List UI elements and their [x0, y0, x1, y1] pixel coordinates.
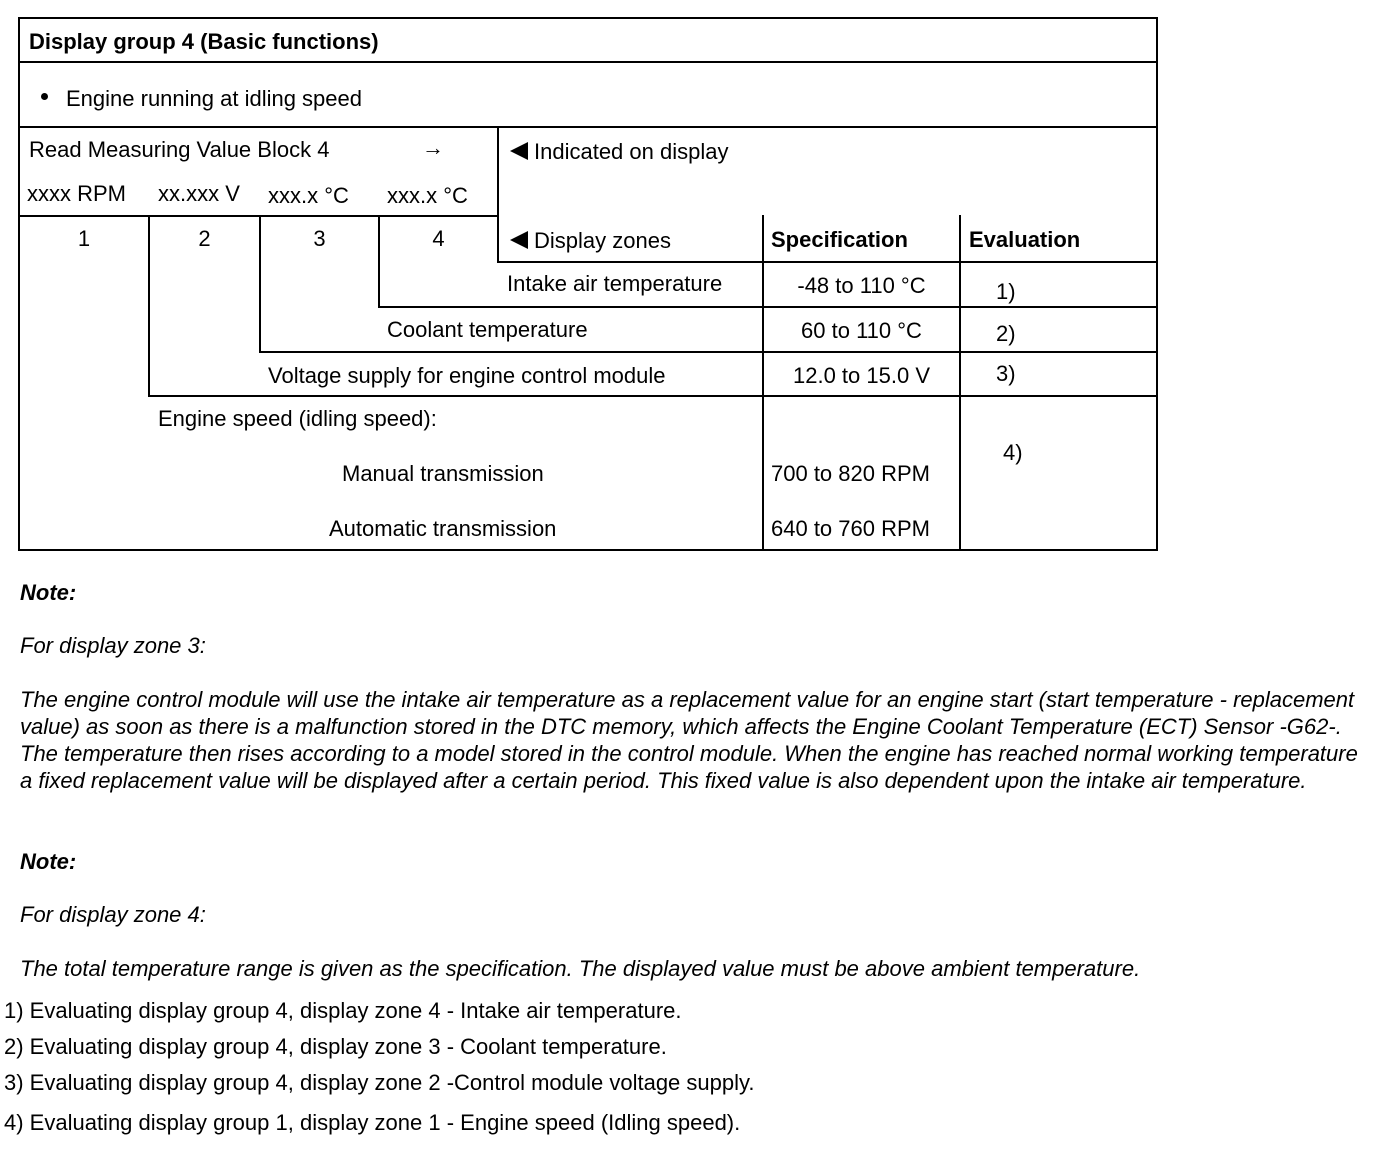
note-paragraph: The engine control module will use the intake air temperature as a replacement value for an engine start (start temperature - replacement value) as soon as there is a malfunction stored in the DTC memory, which affects the Engine Coolant Temperature (ECT) Sensor -G62-. The temperature then rises according to a model stored in the control module. When the engine has reached normal working temperature a fixed replacement value will be displayed after a certain period. This fixed value is also dependent upon the intake air temperature.	[20, 687, 1358, 793]
triangle-pointer-icon	[510, 231, 528, 249]
table-title: Display group 4 (Basic functions)	[29, 29, 379, 54]
spec-coolant: 60 to 110 °C	[801, 318, 922, 343]
divider	[959, 215, 961, 551]
note-zone-label: For display zone 4:	[20, 902, 206, 927]
manual-transmission-label: Manual transmission	[342, 461, 544, 486]
note-heading: Note:	[20, 580, 77, 605]
zone-number-2: 2	[198, 226, 211, 251]
indicated-text: Indicated on display	[534, 139, 729, 164]
note-paragraph: The total temperature range is given as the specification. The displayed value must be above ambient temperature.	[20, 956, 1141, 981]
spec-intake-air: -48 to 110 °C	[797, 273, 926, 298]
zone-number-1: 1	[77, 226, 91, 251]
divider	[18, 126, 1158, 128]
eval-engine-speed: 4)	[1003, 440, 1023, 465]
footnote: 4) Evaluating display group 1, display zone 1 - Engine speed (Idling speed).	[4, 1110, 741, 1135]
display-value-4: xxx.x °C	[387, 183, 468, 208]
divider	[259, 351, 1158, 353]
divider	[18, 61, 1158, 63]
table-border-top	[18, 17, 1158, 19]
specification-header: Specification	[771, 227, 908, 252]
eval-coolant: 2)	[996, 321, 1016, 346]
display-zones-header	[510, 228, 671, 254]
automatic-transmission-label: Automatic transmission	[329, 516, 557, 541]
table-border-left	[18, 17, 20, 551]
divider	[497, 261, 1158, 263]
footnote: 1) Evaluating display group 4, display zone 4 - Intake air temperature.	[4, 998, 682, 1023]
display-value-2: xx.xxx V	[158, 181, 240, 206]
zone-number-3: 3	[313, 226, 326, 251]
eval-voltage: 3)	[996, 361, 1016, 386]
table-border-right	[1156, 17, 1158, 551]
display-value-3: xxx.x °C	[268, 183, 349, 208]
condition-item	[41, 86, 362, 112]
right-arrow-icon: →	[422, 135, 444, 160]
note-zone-label: For display zone 3:	[20, 633, 206, 658]
zone-intake-air: Intake air temperature	[507, 271, 723, 296]
automatic-transmission-spec: 640 to 760 RPM	[771, 516, 930, 541]
divider	[378, 306, 1158, 308]
zone-voltage: Voltage supply for engine control module	[268, 363, 666, 388]
footnote: 3) Evaluating display group 4, display zone 2 -Control module voltage supply.	[4, 1070, 755, 1095]
spec-voltage: 12.0 to 15.0 V	[793, 363, 930, 388]
eval-intake-air: 1)	[996, 279, 1016, 304]
condition-text: Engine running at idling speed	[66, 86, 363, 111]
triangle-pointer-icon	[510, 142, 528, 160]
evaluation-header: Evaluation	[969, 227, 1081, 252]
display-value-1: xxxx RPM	[27, 181, 126, 206]
zone-coolant: Coolant temperature	[387, 317, 588, 342]
engine-speed-label: Engine speed (idling speed):	[158, 406, 437, 431]
divider	[148, 395, 1158, 397]
manual-transmission-spec: 700 to 820 RPM	[771, 461, 930, 486]
table-border-bottom	[18, 549, 1158, 551]
divider	[497, 126, 499, 263]
indicated-on-display	[510, 139, 728, 165]
zone-number-4: 4	[432, 226, 445, 251]
bullet-icon	[41, 93, 48, 100]
read-block-label: Read Measuring Value Block 4	[29, 137, 330, 162]
display-zones-header-text: Display zones	[534, 228, 671, 253]
note-heading: Note:	[20, 849, 77, 874]
footnote: 2) Evaluating display group 4, display zone 3 - Coolant temperature.	[4, 1034, 667, 1059]
